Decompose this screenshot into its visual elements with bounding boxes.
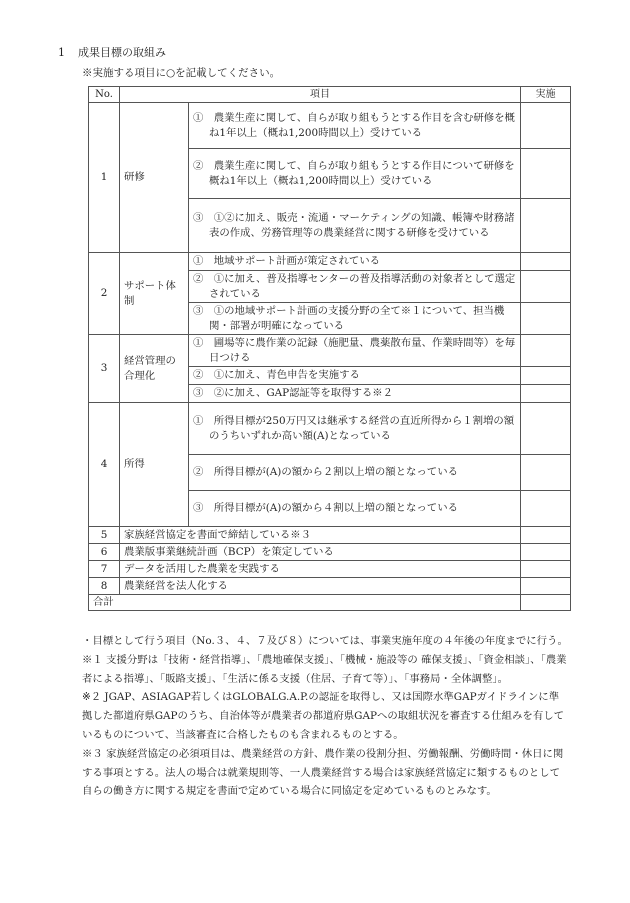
goals-table [88,86,571,611]
implementation-cell[interactable] [521,253,571,271]
item-text: ③ 所得目標が(A)の額から４割以上増の額となっている [193,502,458,514]
footnotes [82,632,568,801]
item-cell [189,253,521,271]
item-cell [189,335,521,367]
item-text: ① 地域サポート計画が策定されている [193,255,381,267]
item-text: ③ ①の地域サポート計画の支援分野の全て※１について、担当機関・部署が明確になっている [193,304,505,332]
item-text: ③ ①②に加え、販売・流通・マーケティングの知識、帳簿や財務諸表の作成、労務管理等の農業経営に関する研修を受けている [193,211,515,239]
item-text: ② 農業生産に関して、自らが取り組もうとする作目について研修を概ね1年以上（概ね1,200時間以上）受けている [193,159,515,187]
item-cell [189,367,521,385]
item-cell: 農業版事業継続計画（BCP）を策定している [120,544,521,561]
item-cell [189,149,521,199]
implementation-cell[interactable] [521,271,571,303]
implementation-cell[interactable] [521,149,571,199]
item-text: ② ①に加え、青色申告を実施する [193,369,360,381]
table-row [89,527,571,544]
footnote-3: ※３ 家族経営協定の必須項目は、農業経営の方針、農作業の役割分担、労働報酬、労働時間・休日に関する事項とする。法人の場合は就業規則等、一人農業経営する場合は家族経営協定に類するものとして自らの働き方に関する規定を書面で定めている場合に同協定を定めているものとみなす。 [82,747,564,798]
section-number: 1 [58,46,65,59]
row-category: 研修 [120,103,189,253]
row-no: 2 [89,253,120,335]
row-category: サポート体制 [120,253,189,335]
table-row [89,335,571,367]
row-no: 6 [89,544,120,561]
row-no: 1 [89,103,120,253]
item-cell [189,303,521,335]
implementation-cell[interactable] [521,455,571,491]
footnote-schedule: ・目標として行う項目（No.３、４、７及び８）については、事業実施年度の４年後の年度までに行う。 [82,635,568,647]
item-cell [189,199,521,253]
table-row [89,578,571,595]
implementation-cell[interactable] [521,103,571,149]
item-cell [189,271,521,303]
item-cell [189,455,521,491]
table-row [89,103,571,149]
total-label: 合計 [89,595,521,611]
row-no: 5 [89,527,120,544]
item-text: ① 所得目標が250万円又は継承する経営の直近所得から１割増の額のうちいずれか高い額(A)となっている [193,414,515,442]
item-cell [189,403,521,455]
implementation-cell[interactable] [521,544,571,561]
implementation-cell[interactable] [521,385,571,403]
instruction-note: ※実施する項目に○を記載してください。 [82,67,281,79]
row-no: 4 [89,403,120,527]
implementation-cell[interactable] [521,491,571,527]
table-row [89,253,571,271]
implementation-cell[interactable] [521,335,571,367]
item-text: ② 所得目標が(A)の額から２割以上増の額となっている [193,466,458,478]
item-text: ① 圃場等に農作業の記録（施肥量、農薬散布量、作業時間等）を毎日つける [193,336,516,364]
row-no: 8 [89,578,120,595]
item-cell: データを活用した農業を実践する [120,561,521,578]
item-text: ② ①に加え、普及指導センターの普及指導活動の対象者として選定されている [193,272,516,300]
implementation-cell[interactable] [521,403,571,455]
implementation-cell[interactable] [521,561,571,578]
item-cell [189,491,521,527]
section-heading [58,46,166,60]
total-implementation-cell[interactable] [521,595,571,611]
header-implementation: 実施 [521,87,571,103]
implementation-cell[interactable] [521,578,571,595]
row-no: 7 [89,561,120,578]
table-row [89,561,571,578]
footnote-2: ※２ JGAP、ASIAGAP若しくはGLOBALG.A.P.の認証を取得し、又は国際水準GAPガイドラインに準拠した都道府県GAPのうち、自治体等が農業者の都道府県GAPへの取組状況を審査する仕組みを有しているものについて、当該審査に合格したものも含まれるものとする。 [82,691,564,741]
table-row [89,544,571,561]
item-cell: 農業経営を法人化する [120,578,521,595]
row-category: 所得 [120,403,189,527]
item-text: ③ ②に加え、GAP認証等を取得する※２ [193,387,394,399]
item-cell [189,385,521,403]
total-row [89,595,571,611]
implementation-cell[interactable] [521,199,571,253]
item-cell: 家族経営協定を書面で締結している※３ [120,527,521,544]
table-row [89,403,571,455]
header-item: 項目 [120,87,521,103]
implementation-cell[interactable] [521,303,571,335]
footnote-1: ※１ 支援分野は「技術・経営指導」、「農地確保支援」、「機械・施設等の 確保支援」、「資金相談」、「農業者による指導」、「販路支援」、「生活に係る支援（住居、子育て等）」、「事務局・全体調整」。 [82,653,567,685]
row-category: 経営管理の合理化 [120,335,189,403]
row-no: 3 [89,335,120,403]
item-text: ① 農業生産に関して、自らが取り組もうとする作目を含む研修を概ね1年以上（概ね1,200時間以上）受けている [193,111,515,139]
item-cell [189,103,521,149]
implementation-cell[interactable] [521,527,571,544]
header-no: No. [89,87,120,103]
section-title: 成果目標の取組み [78,46,166,59]
table-header-row [89,87,571,103]
implementation-cell[interactable] [521,367,571,385]
